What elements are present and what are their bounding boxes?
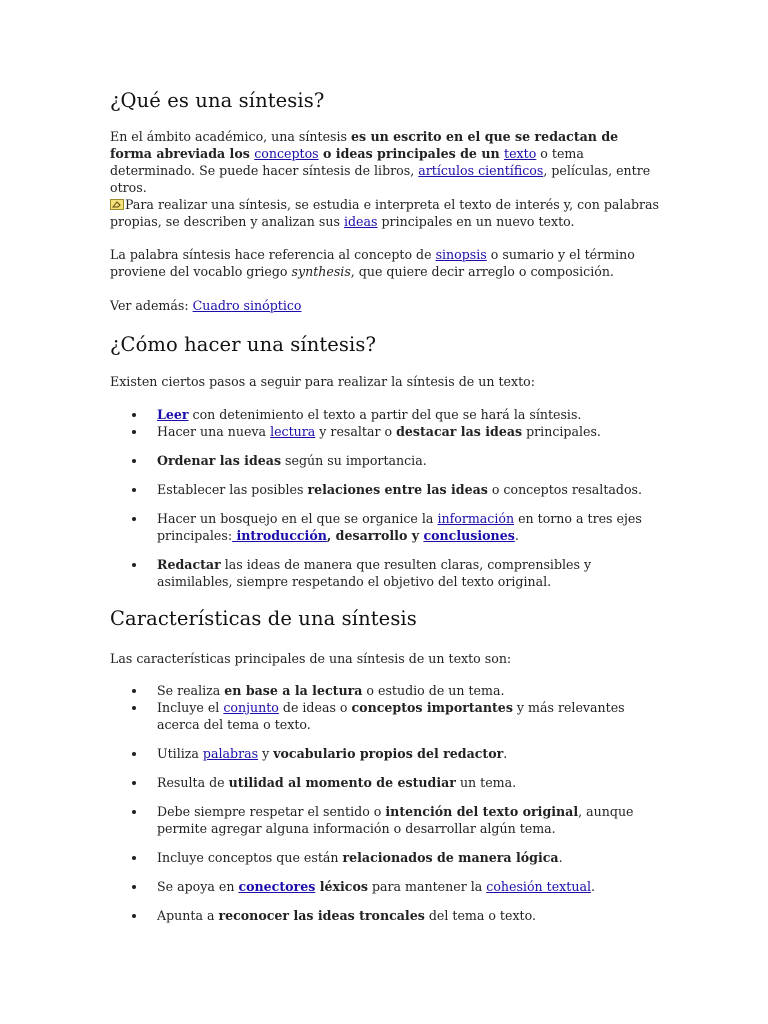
list-item [110,774,660,791]
list-item [110,699,660,733]
text: o tema determinado. Se puede hacer síntesis de libros, [110,146,584,178]
characteristics-list [110,682,660,924]
text: Hacer una nueva [157,424,271,439]
list-item [110,423,660,440]
text: para mantener la [367,879,487,894]
text: . [590,879,595,894]
text: , aunque permite agregar alguna información o desarrollar algún tema. [157,804,634,836]
link-conclusiones[interactable]: conclusiones [423,528,515,543]
link-sinopsis[interactable]: sinopsis [435,247,487,262]
list-item [110,849,660,866]
paragraph-caracteristicas-intro: Las características principales de una síntesis de un texto son: [110,651,512,666]
link-conjunto[interactable]: conjunto [223,700,279,715]
text: o estudio de un tema. [362,683,505,698]
text: en torno a tres ejes principales: [157,511,642,543]
list-item [110,745,660,762]
bold-text: Redactar [157,557,221,572]
text: . [514,528,519,543]
text: Establecer las posibles [157,482,308,497]
text: según su importancia. [281,453,427,468]
bold-text: en base a la lectura [224,683,363,698]
paragraph-realizar [110,196,660,230]
text: con detenimiento el texto a partir del que se hará la síntesis. [188,407,582,422]
steps-list [110,406,660,590]
paragraph-definicion [110,128,660,196]
link-cohesion-textual[interactable]: cohesión textual [486,879,591,894]
list-item [110,481,660,498]
bold-text: vocabulario propios del redactor [273,746,504,761]
italic-text: synthesis [291,264,351,279]
bold-text: o ideas principales de un [318,146,505,161]
bold-text: reconocer las ideas troncales [218,908,425,923]
list-item [110,803,660,837]
link-palabras[interactable]: palabras [202,746,259,761]
heading-que-es: ¿Qué es una síntesis? [110,89,325,112]
link-leer[interactable]: Leer [157,407,189,422]
text: Incluye el [157,700,224,715]
text: Incluye conceptos que están [157,850,343,865]
text: Hacer un bosquejo en el que se organice la [157,511,438,526]
broken-image-icon [110,199,124,210]
bold-text: relaciones entre las ideas [307,482,488,497]
text: . [503,746,508,761]
text: del tema o texto. [424,908,536,923]
text: Resulta de [157,775,229,790]
link-conectores[interactable]: conectores [238,879,316,894]
link-informacion[interactable]: información [437,511,515,526]
list-item [110,878,660,895]
text: o conceptos resaltados. [487,482,643,497]
bold-text: utilidad al momento de estudiar [228,775,456,790]
list-item [110,406,660,423]
text: En el ámbito académico, una síntesis [110,129,351,144]
bold-text: relacionados de manera lógica [342,850,559,865]
text: de ideas o [278,700,352,715]
text: las ideas de manera que resulten claras, comprensibles y asimilables, siempre respetando el objetivo del texto original. [157,557,592,589]
text: Ver además: [110,298,193,313]
link-cuadro-sinoptico[interactable]: Cuadro sinóptico [192,298,302,313]
link-texto[interactable]: texto [504,146,537,161]
text: Se realiza [157,683,225,698]
heading-caracteristicas: Características de una síntesis [110,607,417,630]
text: o sumario y el término proviene del vocablo griego [110,247,635,279]
list-item [110,556,660,590]
list-item [110,682,660,699]
text: . [558,850,563,865]
text: , que quiere decir arreglo o composición. [350,264,614,279]
text: , películas, entre otros. [110,163,651,195]
text: Utiliza [157,746,203,761]
link-conceptos[interactable]: conceptos [254,146,319,161]
text: La palabra síntesis hace referencia al concepto de [110,247,436,262]
bold-text: léxicos [315,879,368,894]
paragraph-palabra [110,246,660,280]
list-item [110,510,660,544]
bold-text: destacar las ideas [396,424,523,439]
link-ideas[interactable]: ideas [343,214,378,229]
text: un tema. [455,775,517,790]
link-introduccion[interactable]: introducción [232,528,327,543]
list-item [110,452,660,469]
paragraph-ver-ademas [110,297,660,314]
text: Apunta a [157,908,219,923]
bold-text: Ordenar las ideas [157,453,282,468]
link-articulos-cientificos[interactable]: artículos científicos [418,163,544,178]
text: y resaltar o [315,424,397,439]
bold-text: , desarrollo y [326,528,424,543]
text: Debe siempre respetar el sentido o [157,804,386,819]
bold-text: es un escrito en el que se redactan de forma abreviada los [110,129,619,161]
text: principales en un nuevo texto. [377,214,575,229]
text: principales. [522,424,601,439]
text: Para realizar una síntesis, se estudia e interpreta el texto de interés y, con palabras propias, se describen y analizan sus [110,197,660,229]
text: Se apoya en [157,879,239,894]
paragraph-pasos-intro: Existen ciertos pasos a seguir para realizar la síntesis de un texto: [110,374,535,389]
list-item [110,907,660,924]
text: y [258,746,274,761]
heading-como-hacer: ¿Cómo hacer una síntesis? [110,333,377,356]
link-lectura[interactable]: lectura [270,424,316,439]
bold-text: intención del texto original [385,804,579,819]
text: y más relevantes acerca del tema o texto. [157,700,625,732]
bold-text: conceptos importantes [351,700,513,715]
